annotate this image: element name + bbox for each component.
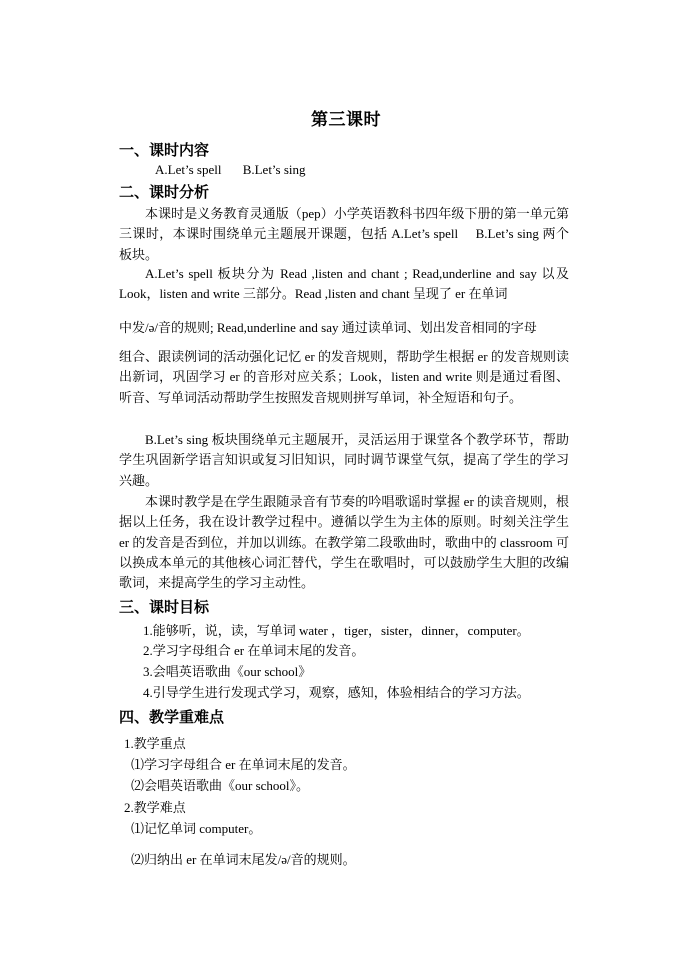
analysis-paragraph-2b: 中发/ə/音的规则; Read,underline and say 通过读单词、划出发音相同的字母 — [119, 320, 537, 335]
page-title: 第三课时 — [311, 110, 381, 130]
analysis-paragraph-3: B.Let’s sing 板块围绕单元主题展开，灵活运用于课堂各个教学环节，帮助学生巩固新学语言知识或复习旧知识，同时调节课堂气氛，提高了学生的学习兴趣。 — [119, 432, 569, 488]
section-heading-content: 一、课时内容 — [119, 141, 210, 159]
difficulty-label: 2.教学难点 — [124, 800, 186, 815]
section-heading-key-points: 四、教学重难点 — [119, 708, 225, 726]
analysis-paragraph-4: 本课时教学是在学生跟随录音有节奏的吟唱歌谣时掌握 er 的读音规则，根据以上任务，我在设计教学过程中。遵循以学生为主体的原则。时刻关注学生 er 的发音是否到位，并加以训练。在教学第二段歌曲时，歌曲中的 classroom 可以换成本单元的其他核心词汇替代，学生在歌唱时，可以鼓励学生大胆的改编歌词，来提高学生的学习主动性。 — [119, 494, 569, 591]
focus-item: ⑵会唱英语歌曲《our school》。 — [131, 778, 310, 793]
analysis-paragraph-2a: A.Let’s spell 板块分为 Read ,listen and chant ; Read,underline and say 以及 Look，listen and write 三部分。Read ,listen and chant 呈现了 er 在单词 — [119, 266, 569, 302]
objective-item: 2.学习字母组合 er 在单词末尾的发音。 — [143, 643, 365, 658]
lesson-part-sing: B.Let’s sing — [242, 162, 306, 177]
analysis-paragraph-2c: 组合、跟读例词的活动强化记忆 er 的发音规则，帮助学生根据 er 的发音规则读出新词，巩固学习 er 的音形对应关系；Look，listen and write 则是通过看图、听音、写单词活动帮助学生按照发音规则拼写单词，补全短语和句子。 — [119, 349, 569, 405]
focus-label: 1.教学重点 — [124, 736, 186, 751]
section-heading-analysis: 二、课时分析 — [119, 183, 210, 201]
objective-item: 1.能够听，说，读，写单词 water ，tiger，sister，dinner，computer。 — [143, 623, 530, 638]
lesson-parts — [155, 162, 306, 178]
difficulty-item: ⑴记忆单词 computer。 — [131, 821, 262, 836]
focus-item: ⑴学习字母组合 er 在单词末尾的发音。 — [131, 757, 356, 772]
objective-item: 3.会唱英语歌曲《our school》 — [143, 664, 312, 679]
section-heading-objectives: 三、课时目标 — [119, 598, 210, 616]
lesson-part-spell: A.Let’s spell — [155, 162, 222, 177]
analysis-paragraph-1: 本课时是义务教育灵通版（pep）小学英语教科书四年级下册的第一单元第三课时，本课时围绕单元主题展开课题，包括 A.Let’s spell B.Let’s sing 两个板块。 — [119, 206, 569, 262]
difficulty-item: ⑵归纳出 er 在单词末尾发/ə/音的规则。 — [131, 852, 356, 867]
objective-item: 4.引导学生进行发现式学习，观察，感知，体验相结合的学习方法。 — [143, 685, 530, 700]
